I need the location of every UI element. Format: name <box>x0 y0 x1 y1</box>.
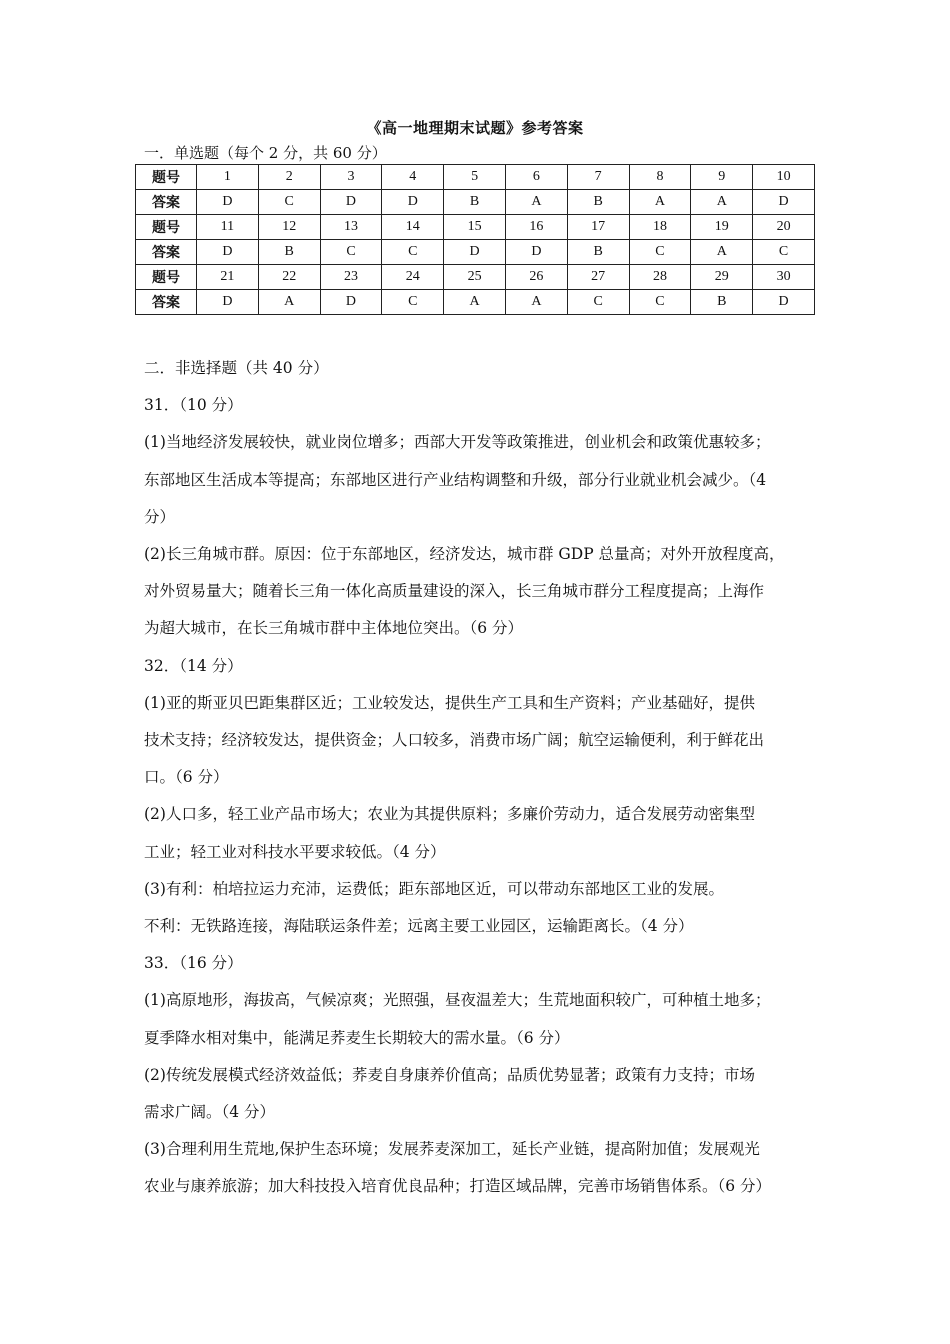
answer-text-line: 农业与康养旅游；加大科技投入培育优良品种；打造区域品牌，完善市场销售体系。（6 分） <box>144 1177 772 1196</box>
answer-cell: D <box>505 240 567 265</box>
answer-text-line: (3)有利：柏培拉运力充沛，运费低；距东部地区近，可以带动东部地区工业的发展。 <box>144 879 724 898</box>
page-title: 《高一地理期末试题》参考答案 <box>366 119 584 137</box>
question-number-cell: 18 <box>629 215 691 240</box>
answer-text-line: 对外贸易量大；随着长三角一体化高质量建设的深入，长三角城市群分工程度提高；上海作 <box>144 582 765 601</box>
question-number-cell: 4 <box>382 165 444 190</box>
row-header: 答案 <box>136 290 197 315</box>
question-number-cell: 14 <box>382 215 444 240</box>
question-number-cell: 2 <box>258 165 320 190</box>
answer-cell: A <box>691 240 753 265</box>
question-number-cell: 19 <box>691 215 753 240</box>
answer-cell: B <box>691 290 753 315</box>
answer-text-line: 需求广阔。（4 分） <box>144 1103 276 1122</box>
question-number-cell: 24 <box>382 265 444 290</box>
answer-cell: C <box>629 290 691 315</box>
answer-text-line: (2)长三角城市群。原因：位于东部地区，经济发达，城市群 GDP 总量高；对外开放程度高， <box>144 545 785 564</box>
question-number-cell: 26 <box>505 265 567 290</box>
question-number-cell: 29 <box>691 265 753 290</box>
row-header: 题号 <box>136 215 197 240</box>
question-number-cell: 6 <box>505 165 567 190</box>
answer-text-line: (1)亚的斯亚贝巴距集群区近；工业较发达，提供生产工具和生产资料；产业基础好，提供 <box>144 693 755 712</box>
question-number-cell: 20 <box>753 215 815 240</box>
answer-table <box>135 164 815 315</box>
question-number-cell: 9 <box>691 165 753 190</box>
answer-cell: C <box>567 290 629 315</box>
answer-text-line: 口。（6 分） <box>144 768 229 787</box>
answer-text-line: (1)当地经济发展较快，就业岗位增多；西部大开发等政策推进，创业机会和政策优惠较多； <box>144 433 771 452</box>
row-header: 题号 <box>136 265 197 290</box>
question-number-row <box>136 165 815 190</box>
answer-cell: D <box>197 290 259 315</box>
answer-cell: C <box>629 240 691 265</box>
answer-text-line: 工业；轻工业对科技水平要求较低。（4 分） <box>144 842 446 861</box>
answer-text-line: (2)传统发展模式经济效益低；荞麦自身康养价值高；品质优势显著；政策有力支持；市场 <box>144 1065 755 1084</box>
answer-cell: A <box>444 290 506 315</box>
answer-text-line: 二．非选择题（共 40 分） <box>144 359 329 377</box>
question-number-cell: 25 <box>444 265 506 290</box>
section1-heading: 一．单选题（每个 2 分，共 60 分） <box>144 144 387 162</box>
answer-cell: D <box>320 190 382 215</box>
answer-row <box>136 290 815 315</box>
question-number-row <box>136 265 815 290</box>
question-number-cell: 11 <box>197 215 259 240</box>
answer-cell: D <box>753 190 815 215</box>
answer-text-line: 东部地区生活成本等提高；东部地区进行产业结构调整和升级，部分行业就业机会减少。（4 <box>144 470 767 489</box>
question-number-cell: 10 <box>753 165 815 190</box>
answer-text-line: 夏季降水相对集中，能满足荞麦生长期较大的需水量。（6 分） <box>144 1028 570 1047</box>
answer-cell: B <box>567 240 629 265</box>
row-header: 答案 <box>136 240 197 265</box>
question-number-cell: 3 <box>320 165 382 190</box>
question-number-cell: 28 <box>629 265 691 290</box>
answer-cell: D <box>320 290 382 315</box>
section2-body <box>144 350 814 1206</box>
answer-text-line: (1)高原地形，海拔高，气候凉爽；光照强，昼夜温差大；生荒地面积较广，可种植土地多； <box>144 991 771 1010</box>
answer-text-line: 不利：无铁路连接，海陆联运条件差；远离主要工业园区，运输距离长。（4 分） <box>144 917 694 936</box>
question-number-cell: 30 <box>753 265 815 290</box>
answer-text-line: 为超大城市，在长三角城市群中主体地位突出。（6 分） <box>144 619 524 638</box>
answer-text-line: (3)合理利用生荒地,保护生态环境；发展荞麦深加工，延长产业链，提高附加值；发展观光 <box>144 1140 760 1159</box>
answer-cell: D <box>753 290 815 315</box>
answer-cell: C <box>382 240 444 265</box>
answer-cell: C <box>382 290 444 315</box>
question-number-cell: 7 <box>567 165 629 190</box>
answer-cell: B <box>444 190 506 215</box>
question-number-cell: 17 <box>567 215 629 240</box>
question-number-cell: 1 <box>197 165 259 190</box>
question-number-cell: 15 <box>444 215 506 240</box>
question-number-cell: 22 <box>258 265 320 290</box>
answer-cell: A <box>505 190 567 215</box>
answer-cell: D <box>382 190 444 215</box>
question-number-cell: 23 <box>320 265 382 290</box>
question-number-row <box>136 215 815 240</box>
answer-row <box>136 240 815 265</box>
answer-row <box>136 190 815 215</box>
question-number-cell: 13 <box>320 215 382 240</box>
answer-cell: C <box>258 190 320 215</box>
question-number-cell: 8 <box>629 165 691 190</box>
answer-cell: A <box>691 190 753 215</box>
answer-text-line: 技术支持；经济较发达，提供资金；人口较多，消费市场广阔；航空运输便利，利于鲜花出 <box>144 731 765 750</box>
answer-cell: A <box>258 290 320 315</box>
question-number-cell: 5 <box>444 165 506 190</box>
answer-text-line: 32．（14 分） <box>144 656 243 675</box>
answer-text-line: 分） <box>144 507 176 526</box>
question-number-cell: 16 <box>505 215 567 240</box>
answer-cell: C <box>753 240 815 265</box>
answer-text-line: 33．（16 分） <box>144 954 243 973</box>
answer-cell: B <box>258 240 320 265</box>
row-header: 答案 <box>136 190 197 215</box>
question-number-cell: 21 <box>197 265 259 290</box>
answer-cell: D <box>197 240 259 265</box>
answer-text-line: 31．（10 分） <box>144 396 243 415</box>
answer-cell: A <box>505 290 567 315</box>
question-number-cell: 12 <box>258 215 320 240</box>
answer-text-line: (2)人口多，轻工业产品市场大；农业为其提供原料；多廉价劳动力，适合发展劳动密集型 <box>144 805 755 824</box>
row-header: 题号 <box>136 165 197 190</box>
answer-cell: A <box>629 190 691 215</box>
answer-cell: D <box>444 240 506 265</box>
answer-cell: D <box>197 190 259 215</box>
answer-cell: C <box>320 240 382 265</box>
answer-cell: B <box>567 190 629 215</box>
question-number-cell: 27 <box>567 265 629 290</box>
